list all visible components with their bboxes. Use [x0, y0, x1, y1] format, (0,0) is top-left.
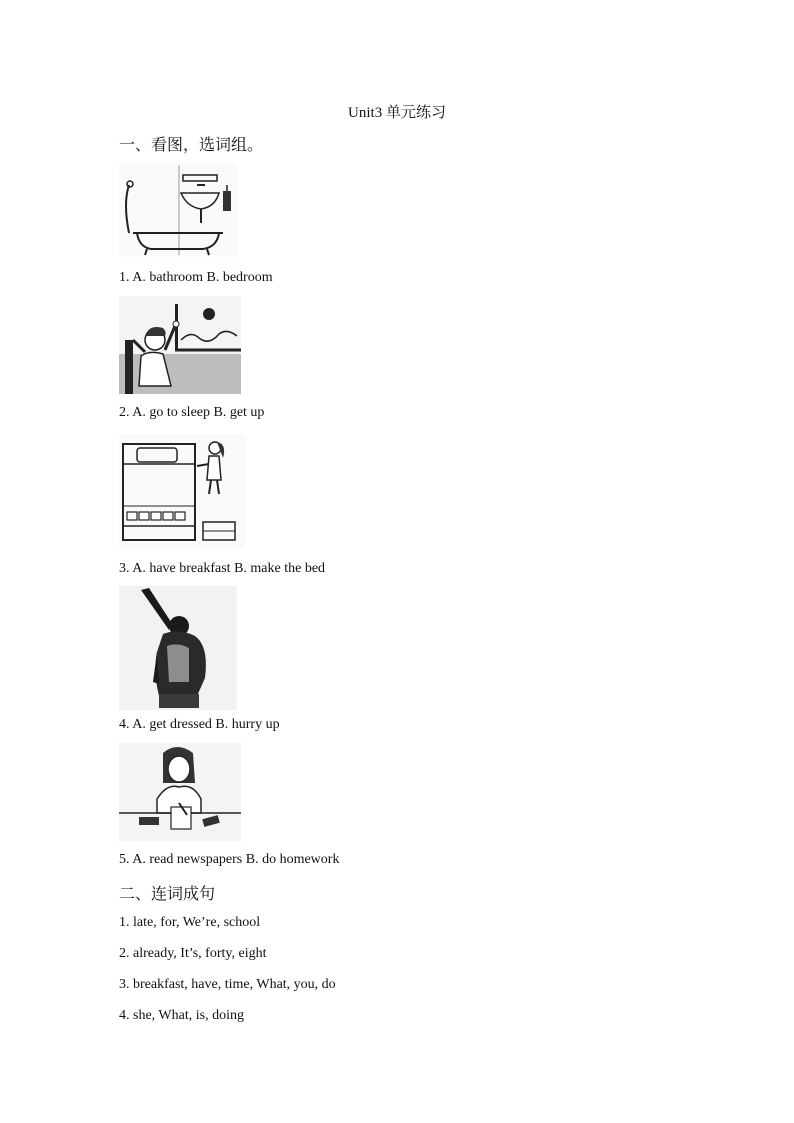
get-up-illustration	[119, 296, 241, 394]
sentence-item-3: 3. breakfast, have, time, What, you, do	[119, 977, 336, 992]
bathroom-illustration	[119, 163, 237, 257]
make-bed-illustration	[119, 434, 245, 548]
get-dressed-illustration	[119, 586, 237, 710]
sentence-item-2: 2. already, It’s, forty, eight	[119, 946, 267, 961]
question-1: 1. A. bathroom B. bedroom	[119, 270, 273, 285]
sentence-item-4: 4. she, What, is, doing	[119, 1008, 244, 1023]
section-2-heading: 二、连词成句	[119, 886, 216, 903]
sentence-item-1: 1. late, for, We’re, school	[119, 915, 261, 930]
question-2: 2. A. go to sleep B. get up	[119, 405, 265, 420]
section-1-heading: 一、看图，选词组。	[119, 137, 264, 154]
page-title: Unit3 单元练习	[348, 105, 446, 121]
homework-illustration	[119, 743, 241, 841]
question-3: 3. A. have breakfast B. make the bed	[119, 561, 326, 576]
question-4: 4. A. get dressed B. hurry up	[119, 717, 280, 732]
question-5: 5. A. read newspapers B. do homework	[119, 852, 340, 867]
